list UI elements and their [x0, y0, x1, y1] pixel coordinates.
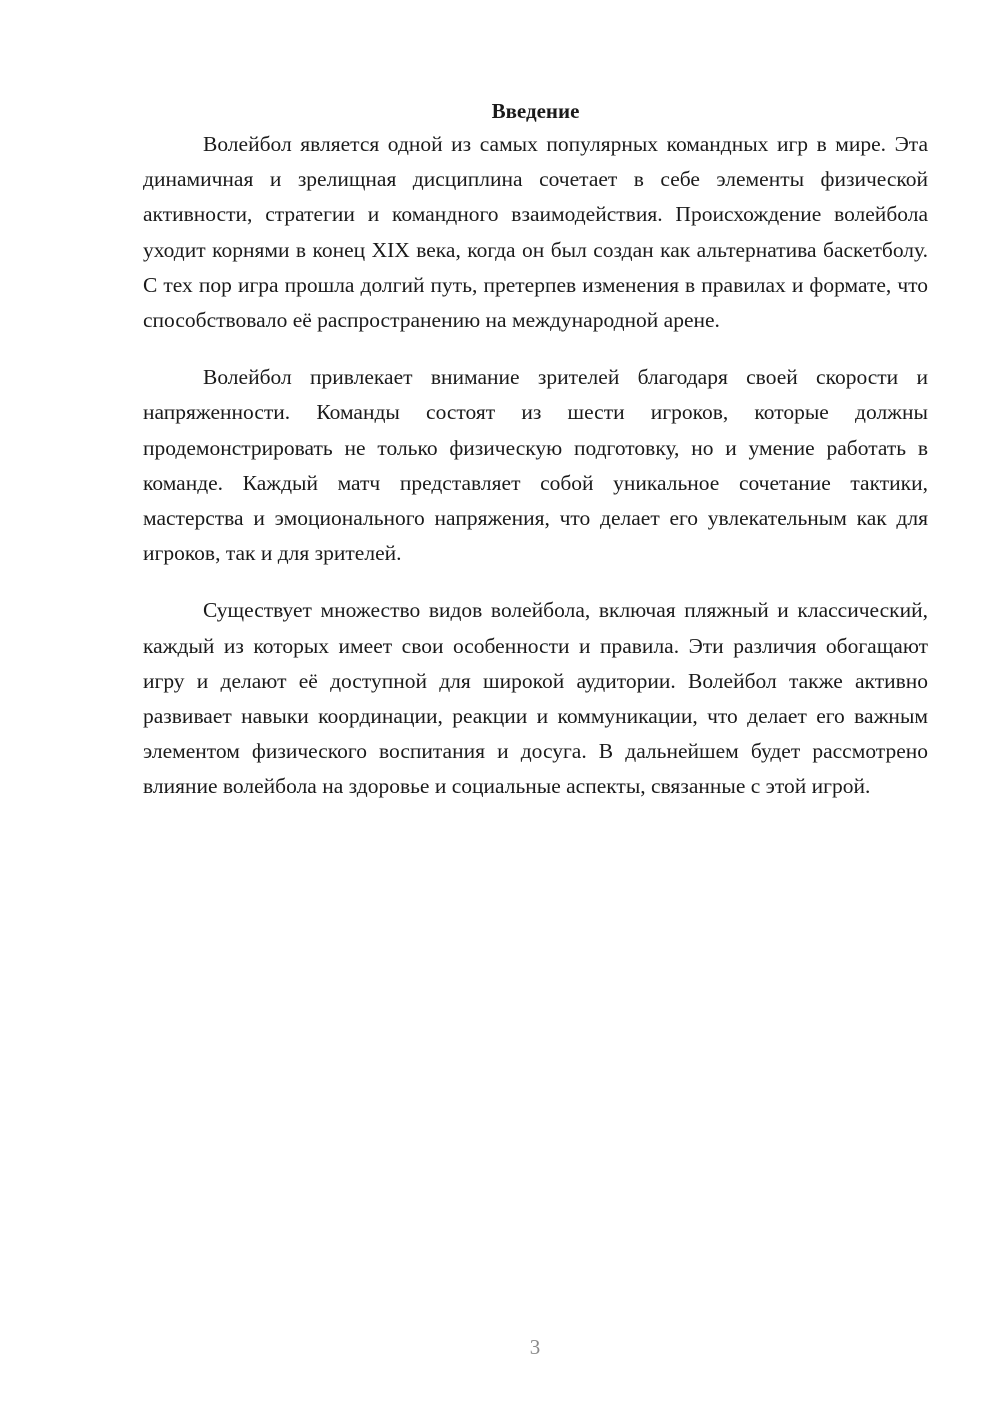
paragraph-1: Волейбол является одной из самых популярных командных игр в мире. Эта динамичная и зрелищная дисциплина сочетает в себе элементы физической активности, стратегии и командного взаимодействия. Происхождение волейбола уходит корнями в конец XIX века, когда он был создан как альтернатива баскетболу. С тех пор игра прошла долгий путь, претерпев изменения в правилах и формате, что способствовало её распространению на международной арене.	[143, 132, 928, 333]
page-number: 3	[529, 1335, 541, 1359]
page-content	[143, 95, 928, 827]
paragraph-2: Волейбол привлекает внимание зрителей благодаря своей скорости и напряженности. Команды состоят из шести игроков, которые должны продемонстрировать не только физическую подготовку, но и умение работать в команде. Каждый матч представляет собой уникальное сочетание тактики, мастерства и эмоционального напряжения, что делает его увлекательным как для игроков, так и для зрителей.	[143, 365, 928, 566]
paragraph-3: Существует множество видов волейбола, включая пляжный и классический, каждый из которых имеет свои особенности и правила. Эти различия обогащают игру и делают её доступной для широкой аудитории. Волейбол также активно развивает навыки координации, реакции и коммуникации, что делает его важным элементом физического воспитания и досуга. В дальнейшем будет рассмотрено влияние волейбола на здоровье и социальные аспекты, связанные с этой игрой.	[143, 598, 928, 799]
page-title: Введение	[491, 99, 580, 123]
